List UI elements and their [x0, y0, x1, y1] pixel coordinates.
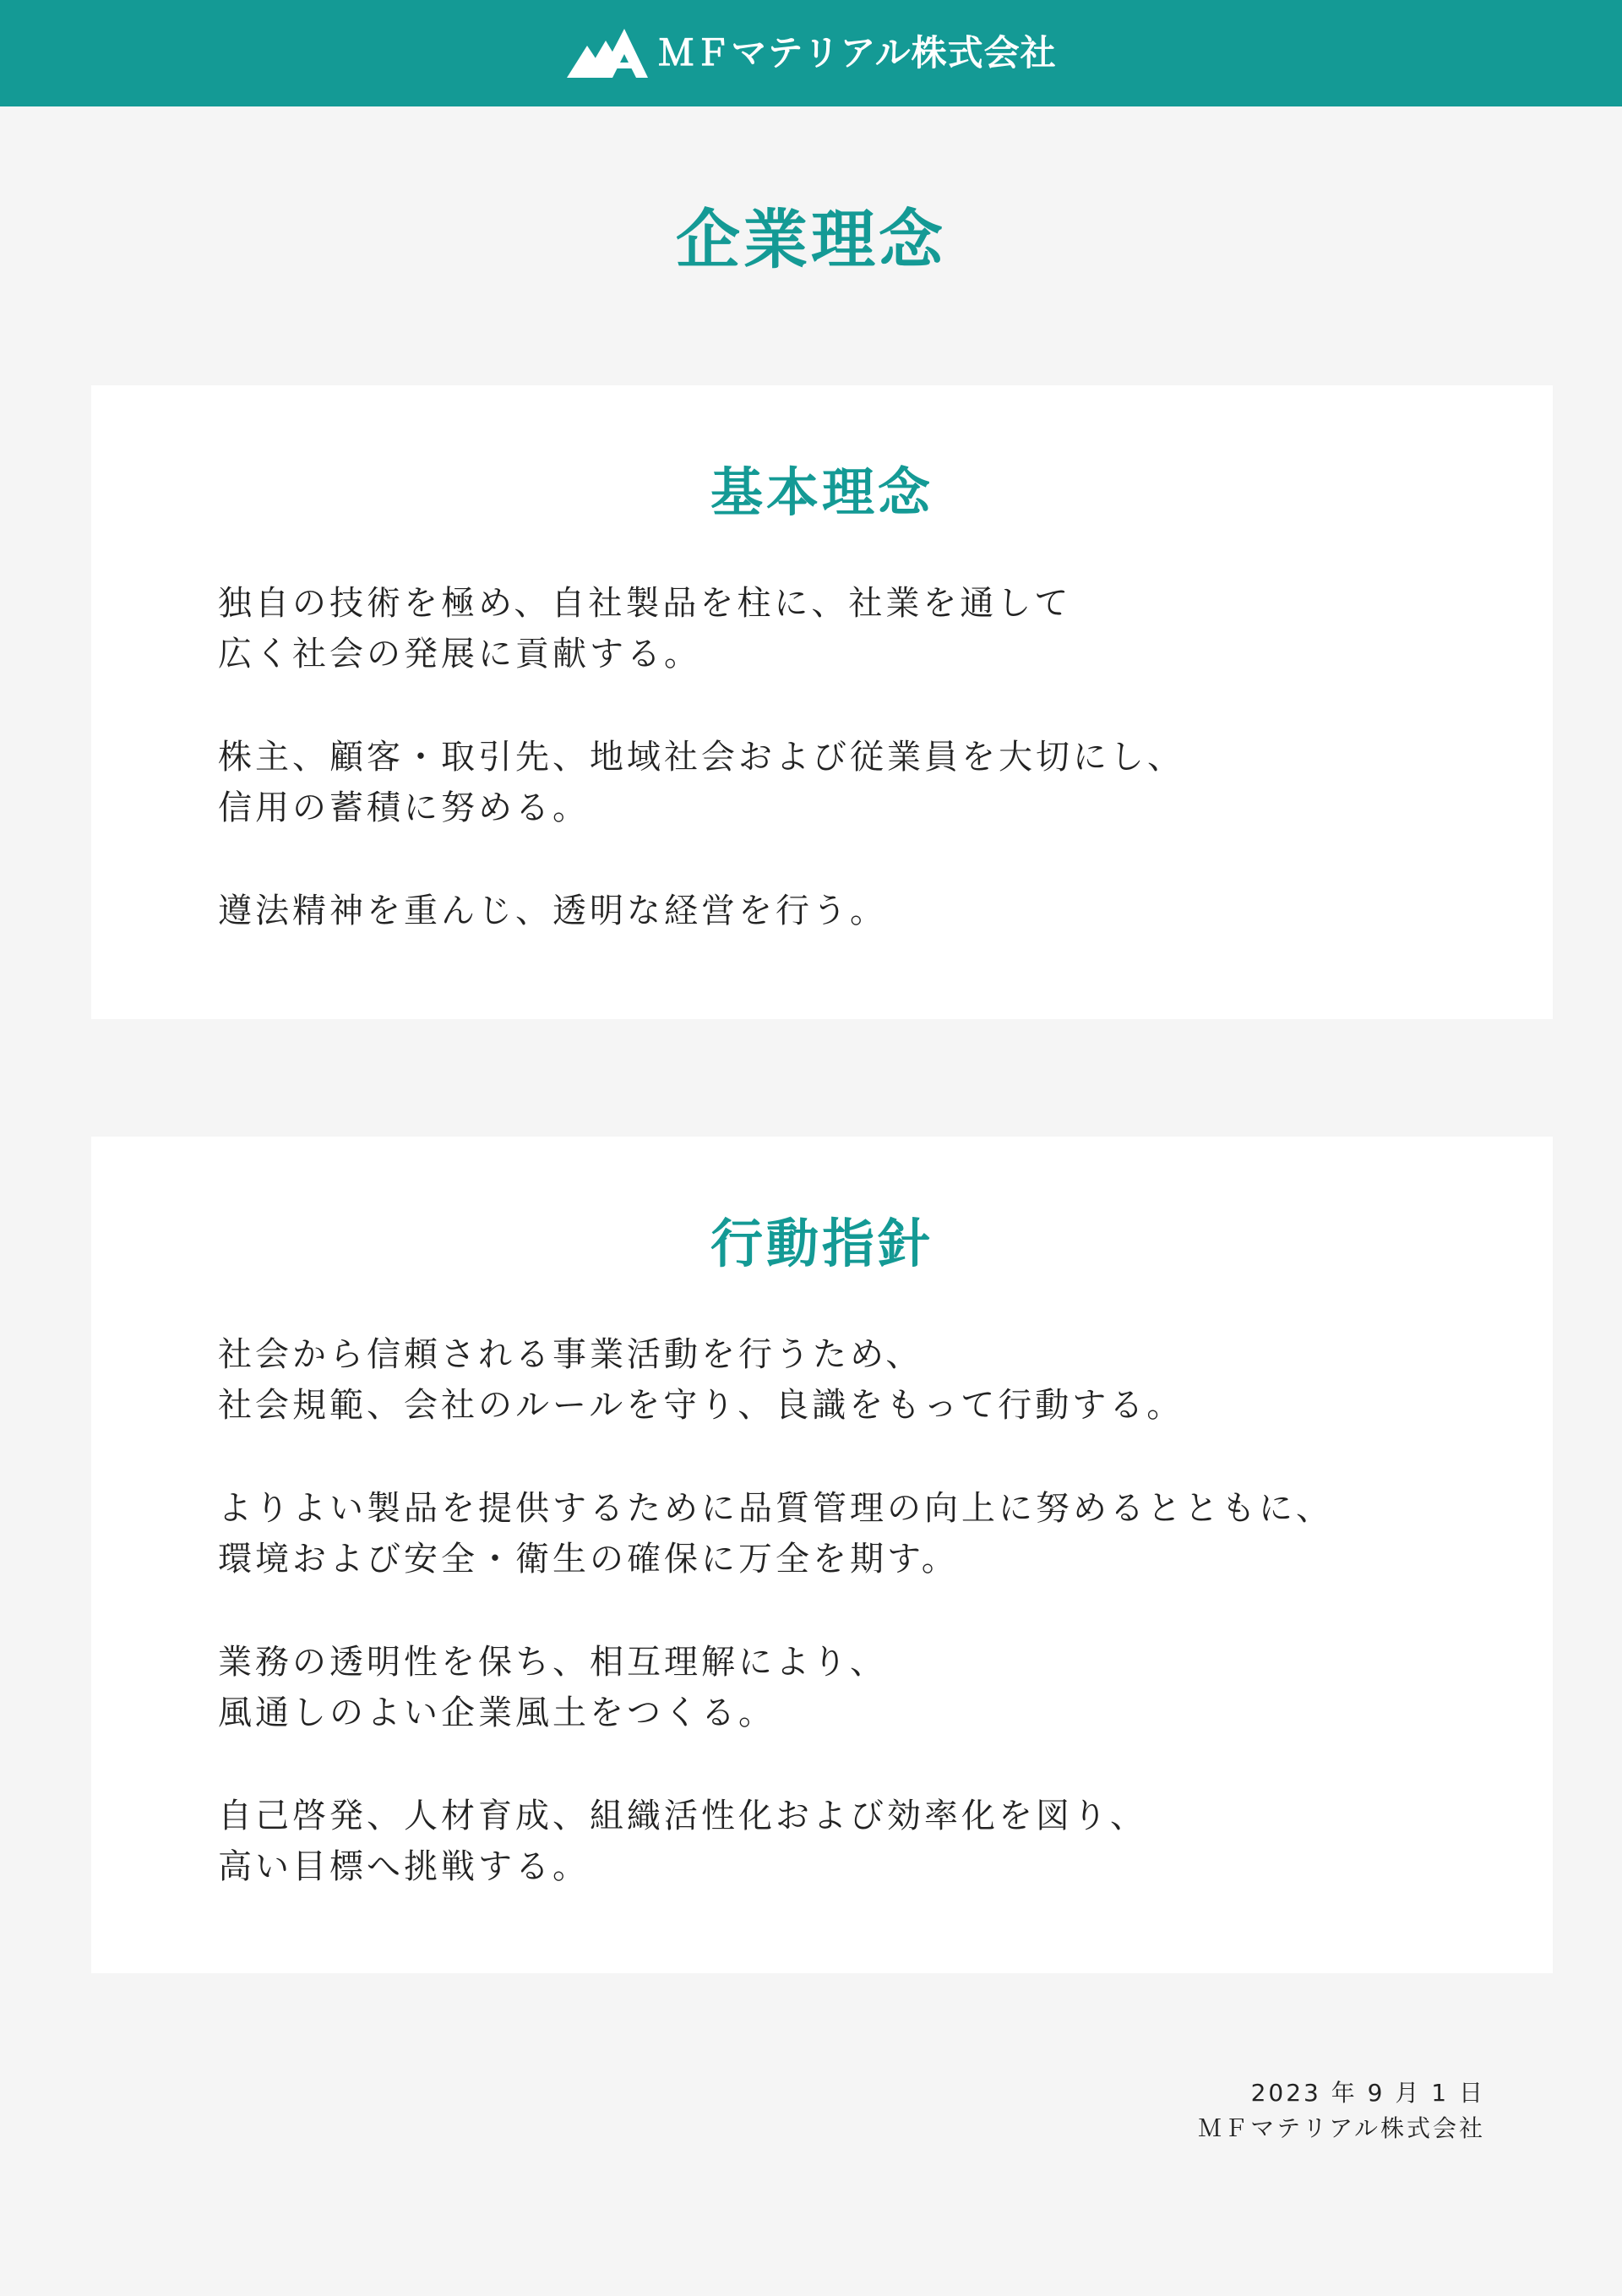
- text-line: 信用の蓄積に努める。: [218, 788, 590, 827]
- company-name: ＭＦマテリアル株式会社: [658, 32, 1057, 74]
- paragraph: [218, 1637, 1468, 1738]
- document-footer: [1198, 2075, 1485, 2146]
- text-line: 風通しのよい企業風土をつくる。: [218, 1693, 776, 1732]
- text-line: 株主、顧客・取引先、地域社会および従業員を大切にし、: [218, 738, 1184, 777]
- issue-date: 2023 年 9 月 1 日: [1250, 2079, 1485, 2107]
- basic-philosophy-card: [91, 385, 1553, 1019]
- paragraph: [218, 1483, 1468, 1584]
- text-line: 業務の透明性を保ち、相互理解により、: [218, 1643, 887, 1682]
- text-line: 広く社会の発展に貢献する。: [218, 635, 701, 674]
- paragraph: [218, 1791, 1468, 1892]
- paragraph: [218, 1329, 1468, 1431]
- company-logo: [565, 25, 1056, 81]
- paragraph: [218, 732, 1468, 833]
- section-title-action: 行動指針: [710, 1213, 933, 1274]
- paragraph: [218, 578, 1468, 679]
- text-line: 社会規範、会社のルールを守り、良識をもって行動する。: [218, 1386, 1184, 1425]
- mountain-logo-icon: [565, 25, 650, 81]
- section-title-basic: 基本理念: [710, 461, 933, 523]
- text-line: 独自の技術を極め、自社製品を柱に、社業を通して: [218, 584, 1072, 623]
- text-line: 社会から信頼される事業活動を行うため、: [218, 1335, 923, 1374]
- page-title: 企業理念: [676, 202, 946, 277]
- action-guidelines-card: [91, 1137, 1553, 1973]
- header-bar: [0, 0, 1622, 106]
- text-line: 高い目標へ挑戦する。: [218, 1847, 590, 1886]
- text-line: よりよい製品を提供するために品質管理の向上に努めるとともに、: [218, 1489, 1333, 1528]
- paragraph: [218, 886, 1468, 936]
- text-line: 自己啓発、人材育成、組織活性化および効率化を図り、: [218, 1797, 1147, 1835]
- section-body-basic: [218, 578, 1468, 989]
- footer-company-name: ＭＦマテリアル株式会社: [1198, 2114, 1485, 2142]
- text-line: 環境および安全・衛生の確保に万全を期す。: [218, 1540, 959, 1579]
- text-line: 遵法精神を重んじ、透明な経営を行う。: [218, 892, 887, 930]
- section-body-action: [218, 1329, 1468, 1944]
